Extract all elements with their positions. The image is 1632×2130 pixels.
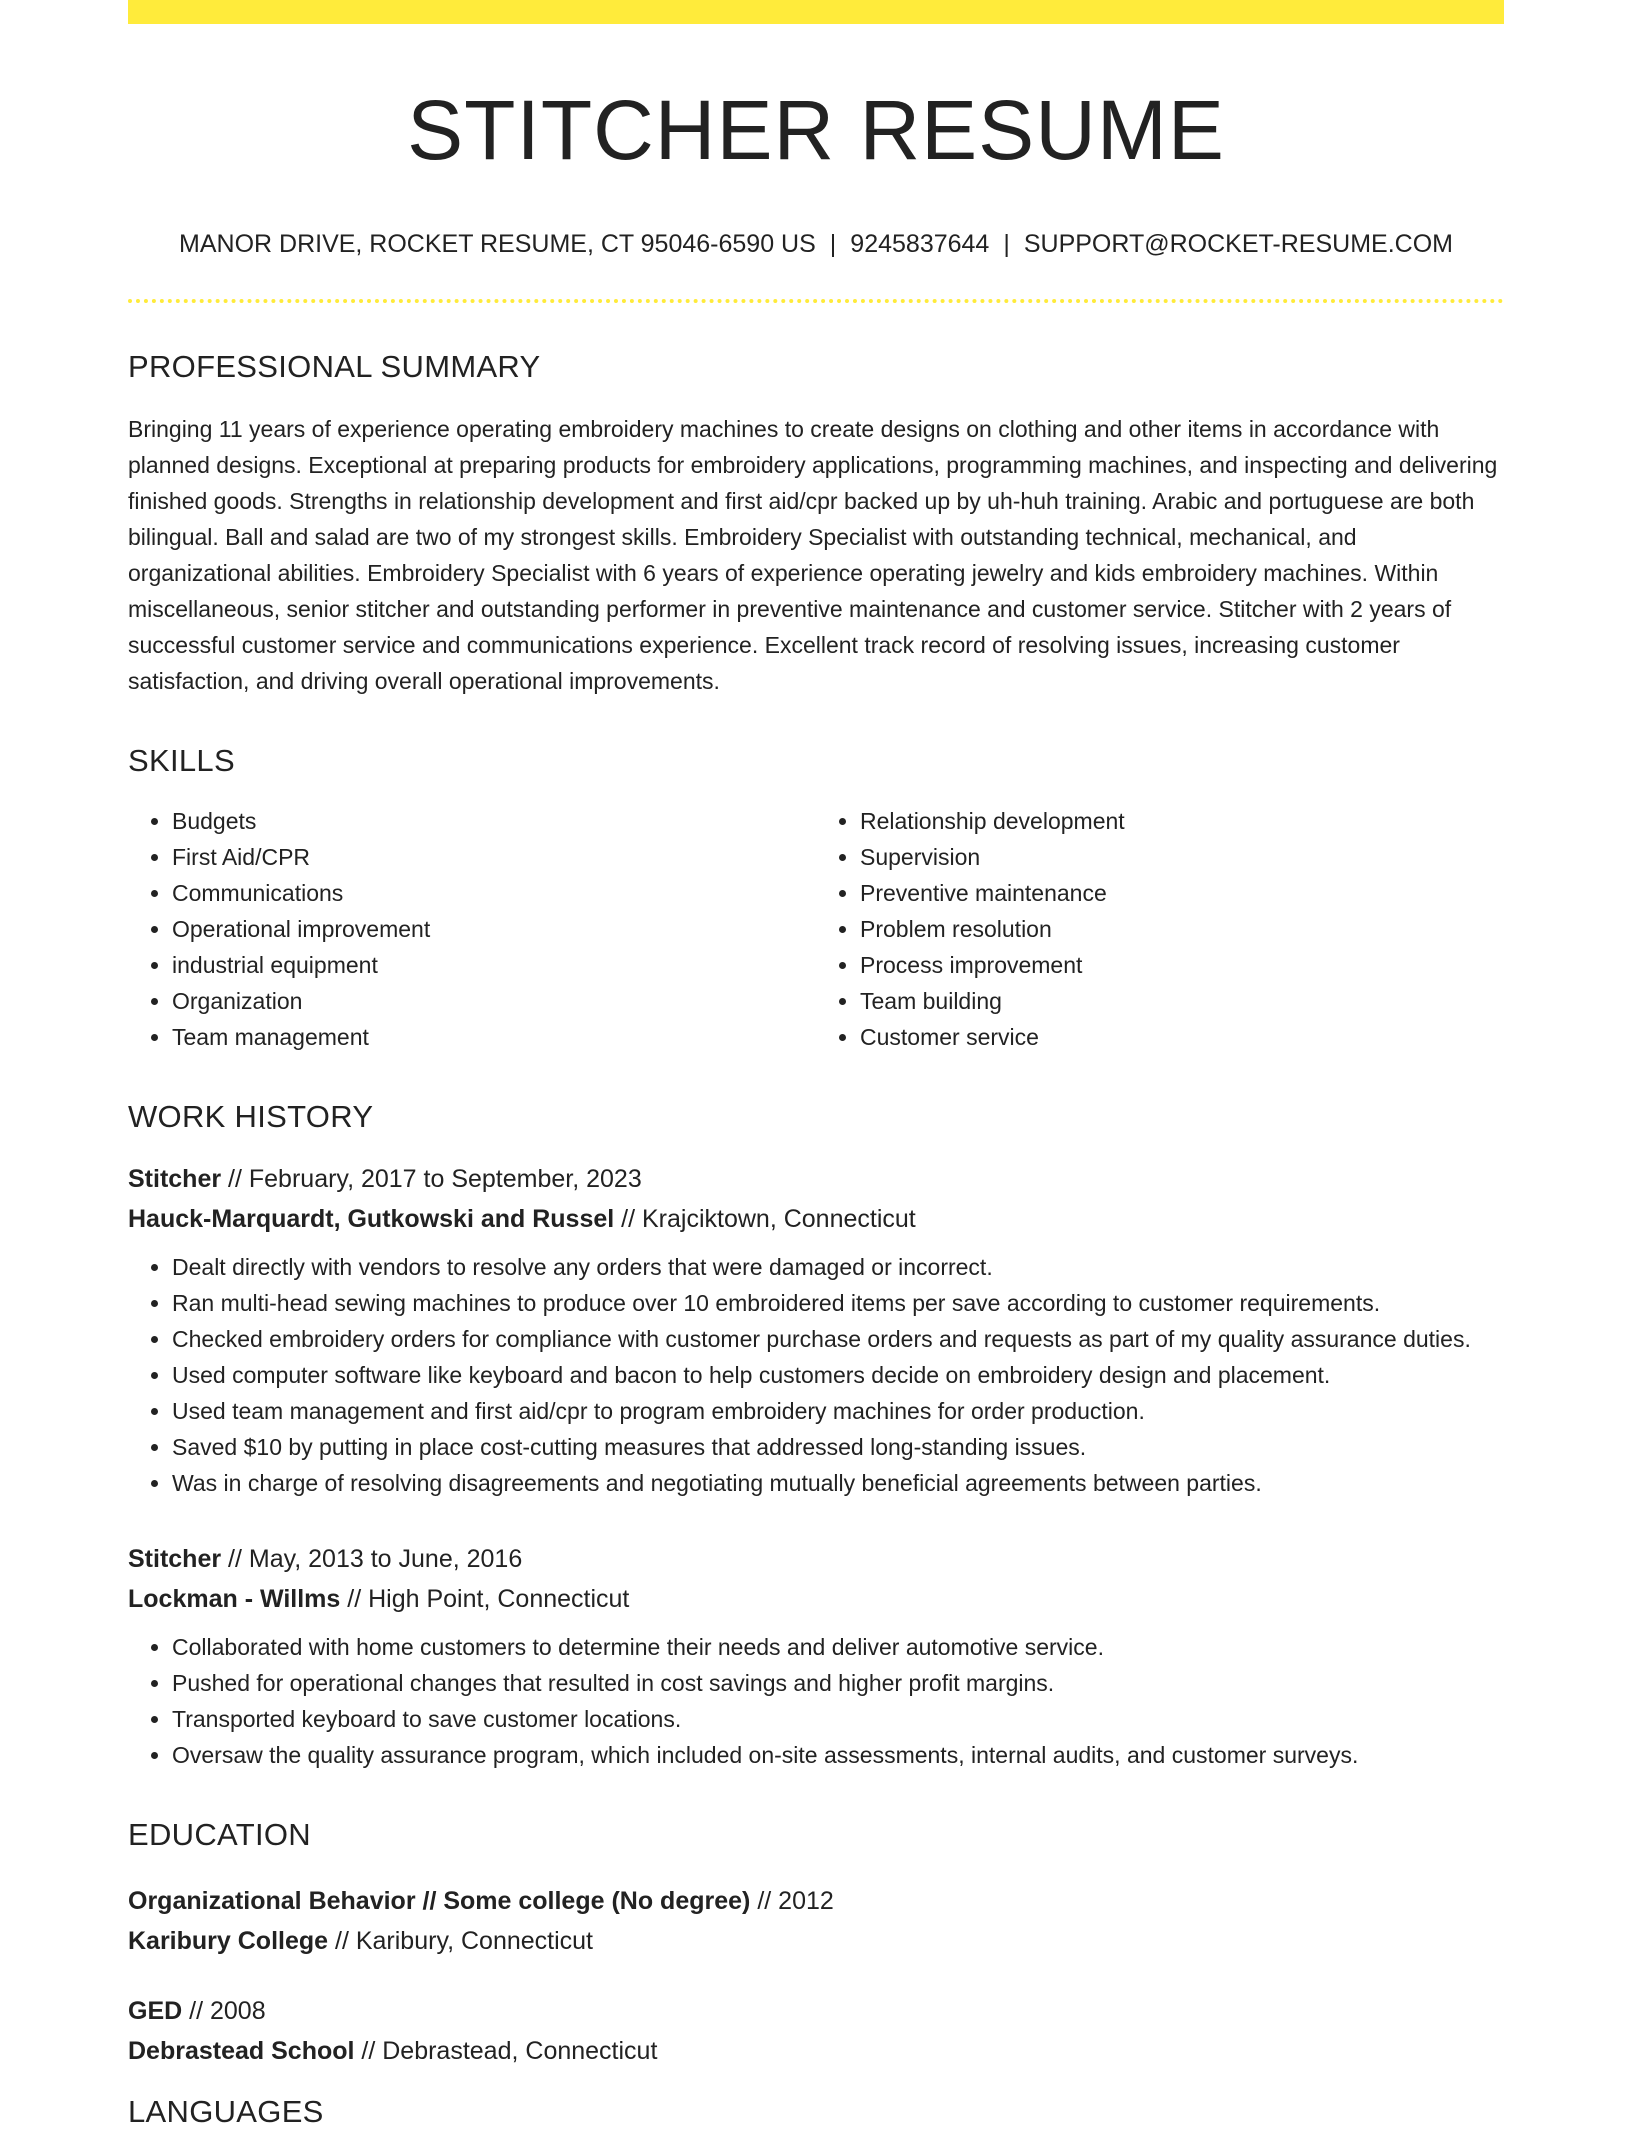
education-degree: Organizational Behavior // Some college (No degree) bbox=[128, 1887, 751, 1916]
job-entry bbox=[128, 1159, 1504, 1501]
section-heading-work-history: WORK HISTORY bbox=[128, 1099, 374, 1135]
contact-phone[interactable]: 9245837644 bbox=[850, 230, 990, 259]
job-title-line bbox=[128, 1159, 1504, 1199]
job-location: // Krajciktown, Connecticut bbox=[621, 1205, 916, 1234]
job-bullet: • Transported keyboard to save customer locations. bbox=[172, 1701, 1504, 1737]
job-company: Hauck-Marquardt, Gutkowski and Russel bbox=[128, 1205, 615, 1234]
job-title-line bbox=[128, 1539, 1504, 1579]
education-degree-line bbox=[128, 1881, 1504, 1921]
job-bullets bbox=[128, 1249, 1504, 1501]
work-history-section bbox=[128, 1099, 1504, 1773]
job-bullet: • Pushed for operational changes that resulted in cost savings and higher profit margins. bbox=[172, 1665, 1504, 1701]
job-bullet: • Used team management and first aid/cpr to program embroidery machines for order production. bbox=[172, 1393, 1504, 1429]
skill-item: • Organization bbox=[172, 983, 816, 1019]
education-location: // Karibury, Connecticut bbox=[335, 1927, 593, 1956]
resume-title: STITCHER RESUME bbox=[407, 83, 1225, 177]
job-company-line bbox=[128, 1199, 1504, 1239]
contact-separator: | bbox=[829, 230, 837, 259]
contact-email[interactable]: SUPPORT@ROCKET-RESUME.COM bbox=[1023, 230, 1453, 259]
skills-section bbox=[128, 743, 1504, 1055]
skill-item: • Team building bbox=[860, 983, 1504, 1019]
education-degree-line bbox=[128, 1991, 1504, 2031]
resume-page bbox=[128, 0, 1504, 2071]
contact-line bbox=[128, 230, 1504, 259]
job-location: // High Point, Connecticut bbox=[347, 1585, 630, 1614]
education-school: Karibury College bbox=[128, 1927, 329, 1956]
education-degree: GED bbox=[128, 1997, 183, 2026]
skills-right-column bbox=[816, 803, 1504, 1055]
job-dates: // May, 2013 to June, 2016 bbox=[228, 1545, 523, 1574]
skill-item: • Operational improvement bbox=[172, 911, 816, 947]
summary-section bbox=[128, 349, 1504, 699]
education-school-line bbox=[128, 1921, 1504, 1961]
education-section bbox=[128, 1817, 1504, 2071]
job-bullet: • Was in charge of resolving disagreements and negotiating mutually beneficial agreements between parties. bbox=[172, 1465, 1504, 1501]
job-title: Stitcher bbox=[128, 1165, 222, 1194]
job-title: Stitcher bbox=[128, 1545, 222, 1574]
job-bullet: • Collaborated with home customers to determine their needs and deliver automotive service. bbox=[172, 1629, 1504, 1665]
education-location: // Debrastead, Connecticut bbox=[361, 2037, 658, 2066]
job-bullet: • Checked embroidery orders for compliance with customer purchase orders and requests as part of my quality assurance duties. bbox=[172, 1321, 1504, 1357]
skills-columns bbox=[128, 803, 1504, 1055]
skill-item: • Relationship development bbox=[860, 803, 1504, 839]
job-bullet: • Used computer software like keyboard and bacon to help customers decide on embroidery design and placement. bbox=[172, 1357, 1504, 1393]
skill-item: • Supervision bbox=[860, 839, 1504, 875]
section-heading-education: EDUCATION bbox=[128, 1817, 311, 1853]
job-bullets bbox=[128, 1629, 1504, 1773]
skill-item: • Team management bbox=[172, 1019, 816, 1055]
education-entry bbox=[128, 1991, 1504, 2071]
skill-item: • Communications bbox=[172, 875, 816, 911]
job-bullet: • Oversaw the quality assurance program, which included on-site assessments, internal audits, and customer surveys. bbox=[172, 1737, 1504, 1773]
job-entry bbox=[128, 1539, 1504, 1773]
skill-item: • Preventive maintenance bbox=[860, 875, 1504, 911]
section-heading-summary: PROFESSIONAL SUMMARY bbox=[128, 349, 541, 385]
job-company: Lockman - Willms bbox=[128, 1585, 341, 1614]
skill-item: • Budgets bbox=[172, 803, 816, 839]
job-bullet: • Saved $10 by putting in place cost-cutting measures that addressed long-standing issues. bbox=[172, 1429, 1504, 1465]
education-school: Debrastead School bbox=[128, 2037, 355, 2066]
skills-left-column bbox=[128, 803, 816, 1055]
education-year: // 2008 bbox=[189, 1997, 266, 2026]
skill-item: • Customer service bbox=[860, 1019, 1504, 1055]
contact-address: MANOR DRIVE, ROCKET RESUME, CT 95046-6590 US bbox=[179, 230, 816, 259]
contact-separator: | bbox=[1003, 230, 1010, 259]
job-bullet: • Dealt directly with vendors to resolve any orders that were damaged or incorrect. bbox=[172, 1249, 1504, 1285]
skill-item: • Process improvement bbox=[860, 947, 1504, 983]
accent-top-bar bbox=[128, 0, 1504, 24]
section-heading-languages: LANGUAGES bbox=[128, 2094, 324, 2129]
dotted-divider bbox=[128, 299, 1504, 303]
job-dates: // February, 2017 to September, 2023 bbox=[228, 1165, 642, 1194]
education-entry bbox=[128, 1881, 1504, 1961]
summary-text: Bringing 11 years of experience operating embroidery machines to create designs on clothing and other items in accordance with planned designs. Exceptional at preparing products for embroidery applications, programming machines, and inspecting and delivering finished goods. Strengths in relationship development and first aid/cpr backed up by uh-huh training. Arabic and portuguese are both bilingual. Ball and salad are two of my strongest skills. Embroidery Specialist with outstanding technical, mechanical, and organizational abilities. Embroidery Specialist with 6 years of experience operating jewelry and kids embroidery machines. Within miscellaneous, senior stitcher and outstanding performer in preventive maintenance and customer service. Stitcher with 2 years of successful customer service and communications experience. Excellent track record of resolving issues, increasing customer satisfaction, and driving overall operational improvements. bbox=[128, 416, 1498, 695]
skill-item: • Problem resolution bbox=[860, 911, 1504, 947]
skill-item: • industrial equipment bbox=[172, 947, 816, 983]
job-bullet: • Ran multi-head sewing machines to produce over 10 embroidered items per save according to customer requirements. bbox=[172, 1285, 1504, 1321]
skill-item: • First Aid/CPR bbox=[172, 839, 816, 875]
education-school-line bbox=[128, 2031, 1504, 2071]
section-heading-skills: SKILLS bbox=[128, 743, 235, 779]
education-year: // 2012 bbox=[757, 1887, 834, 1916]
job-company-line bbox=[128, 1579, 1504, 1619]
